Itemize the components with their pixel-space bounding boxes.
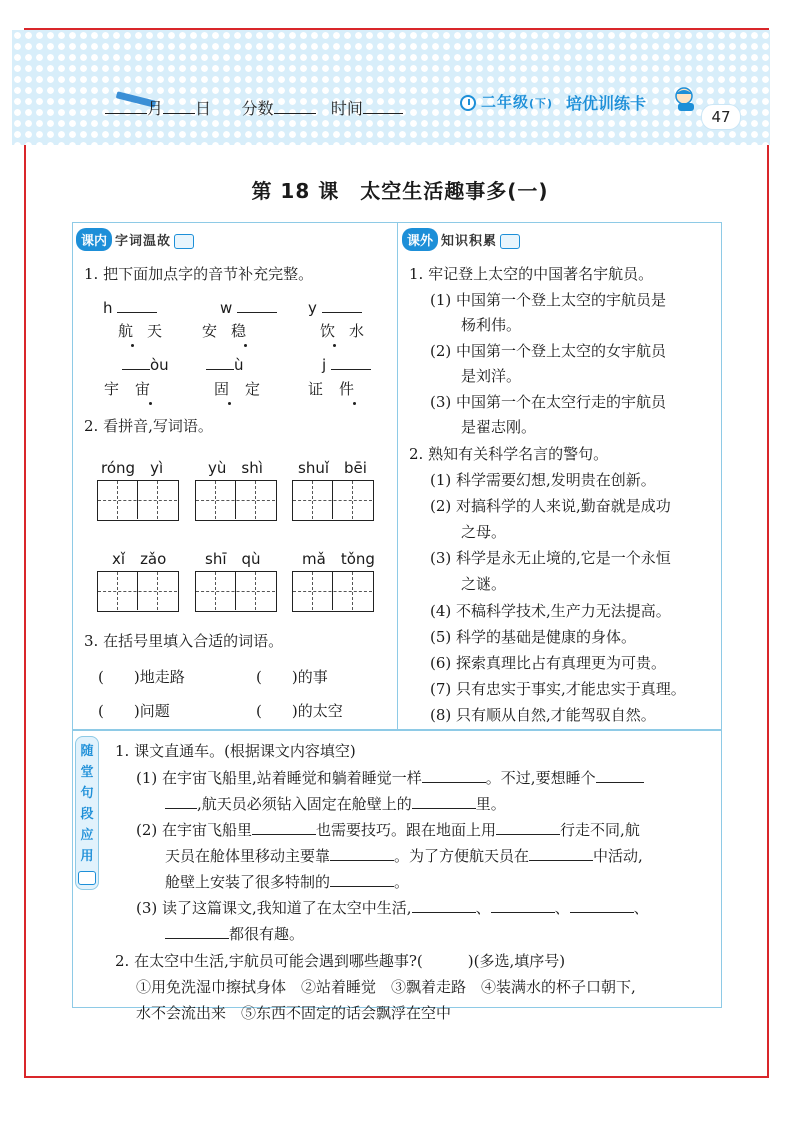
fill-item: ( )的太空 — [256, 702, 343, 720]
pinyin-blank: j — [322, 355, 371, 374]
pinyin-label: róng yì — [101, 459, 164, 477]
fill-item: ( )地走路 — [98, 668, 185, 686]
choice-options: 水不会流出来 ⑤东西不固定的话会飘浮在空中 — [136, 1004, 452, 1022]
knowledge-line: (3) 中国第一个在太空行走的宇航员 — [430, 393, 667, 411]
question-1-title: 1. 把下面加点字的音节补充完整。 — [84, 265, 314, 283]
practice-2-title: 2. 在太空中生活,宇航员可能会遇到哪些趣事?( )(多选,填序号) — [115, 952, 566, 970]
pinyin-label: yù shì — [208, 459, 263, 477]
fill-sentence: 天员在舱体里移动主要靠 。为了方便航天员在 中活动, — [165, 847, 643, 865]
knowledge-2-title: 2. 熟知有关科学名言的警句。 — [409, 445, 609, 463]
pinyin-blank: òu — [122, 355, 169, 374]
book-icon — [174, 234, 194, 249]
quote-line: (4) 不稿科学技术,生产力无法提高。 — [430, 602, 671, 620]
month-label: 月 — [147, 99, 164, 118]
quote-line: (2) 对搞科学的人来说,勤奋就是成功 — [430, 497, 671, 515]
writing-grid[interactable] — [292, 480, 374, 521]
knowledge-1-title: 1. 牢记登上太空的中国著名宇航员。 — [409, 265, 654, 283]
column-divider — [397, 222, 398, 730]
quote-line: (1) 科学需要幻想,发明贵在创新。 — [430, 471, 656, 489]
header-band — [12, 30, 770, 145]
section-tag-extra: 课外 知识积累 — [402, 228, 520, 252]
word-item: 宇宙 — [104, 380, 167, 398]
choice-options: ①用免洗湿巾擦拭身体 ②站着睡觉 ③飘着走路 ④装满水的杯子口朝下, — [136, 978, 636, 996]
time-label: 时间 — [330, 99, 363, 118]
fill-sentence: (1) 在宇宙飞船里,站着睡觉和躺着睡觉一样 。不过,要想睡个 — [136, 767, 644, 788]
quote-line: 之谜。 — [461, 575, 507, 593]
day-label: 日 — [195, 99, 212, 118]
word-item: 安稳 — [202, 322, 261, 340]
fill-sentence: 都很有趣。 — [165, 923, 304, 944]
pinyin-blank: w — [220, 298, 277, 317]
section-tag-practice: 随 堂 句 段 应 用 — [75, 736, 99, 890]
score-label: 分数 — [241, 99, 274, 118]
word-item: 固定 — [214, 380, 277, 398]
fill-sentence: (2) 在宇宙飞船里 也需要技巧。跟在地面上用 行走不同,航 — [136, 821, 640, 839]
brand-title: 培优训练卡 — [566, 94, 647, 113]
fill-sentence: 舱壁上安装了很多特制的 。 — [165, 873, 410, 891]
word-item: 饮水 — [320, 322, 379, 340]
fill-item: ( )问题 — [98, 702, 170, 720]
word-item: 航天 — [118, 322, 177, 340]
quote-line: (5) 科学的基础是健康的身体。 — [430, 628, 637, 646]
quote-line: (3) 科学是永无止境的,它是一个永恒 — [430, 549, 671, 567]
quote-line: (8) 只有顺从自然,才能驾驭自然。 — [430, 706, 656, 724]
question-2-title: 2. 看拼音,写词语。 — [84, 417, 213, 435]
writing-grid[interactable] — [97, 480, 179, 521]
pinyin-blank: y — [308, 298, 362, 317]
pinyin-label: xǐ zǎo — [112, 550, 167, 568]
quote-line: 之母。 — [461, 523, 507, 541]
question-3-title: 3. 在括号里填入合适的词语。 — [84, 632, 284, 650]
quote-line: (6) 探索真理比占有真理更为可贵。 — [430, 654, 667, 672]
page-number: 47 — [701, 104, 741, 130]
clock-icon — [460, 95, 476, 111]
writing-grid[interactable] — [195, 571, 277, 612]
pinyin-label: mǎ tǒng — [302, 550, 375, 568]
knowledge-line: (1) 中国第一个登上太空的宇航员是 — [430, 291, 667, 309]
lesson-title: 第 18 课 太空生活趣事多(一) — [251, 179, 549, 203]
pinyin-blank: ù — [206, 355, 244, 374]
writing-grid[interactable] — [97, 571, 179, 612]
pinyin-label: shī qù — [205, 550, 261, 568]
quote-line: (7) 只有忠实于事实,才能忠实于真理。 — [430, 680, 686, 698]
knowledge-line: 是翟志刚。 — [461, 418, 537, 436]
fill-sentence: (3) 读了这篇课文,我知道了在太空中生活, 、 、 、 — [136, 899, 649, 917]
section-tag-in-class: 课内 字词温故 — [76, 228, 194, 252]
header-info-line — [105, 96, 403, 119]
knowledge-line: 是刘洋。 — [461, 367, 522, 385]
writing-grid[interactable] — [292, 571, 374, 612]
practice-1-title: 1. 课文直通车。(根据课文内容填空) — [115, 742, 356, 760]
fill-sentence: ,航天员必须钻入固定在舱壁上的 里。 — [165, 793, 506, 814]
book-icon — [500, 234, 520, 249]
grade-badge: 二年级(下) — [481, 93, 554, 111]
pinyin-label: shuǐ bēi — [298, 459, 367, 477]
word-item: 证件 — [308, 380, 371, 398]
knowledge-line: 杨利伟。 — [461, 316, 522, 334]
writing-grid[interactable] — [195, 480, 277, 521]
mascot-icon — [670, 86, 700, 112]
book-icon — [78, 871, 96, 885]
pinyin-blank: h — [103, 298, 157, 317]
fill-item: ( )的事 — [256, 668, 328, 686]
knowledge-line: (2) 中国第一个登上太空的女宇航员 — [430, 342, 667, 360]
